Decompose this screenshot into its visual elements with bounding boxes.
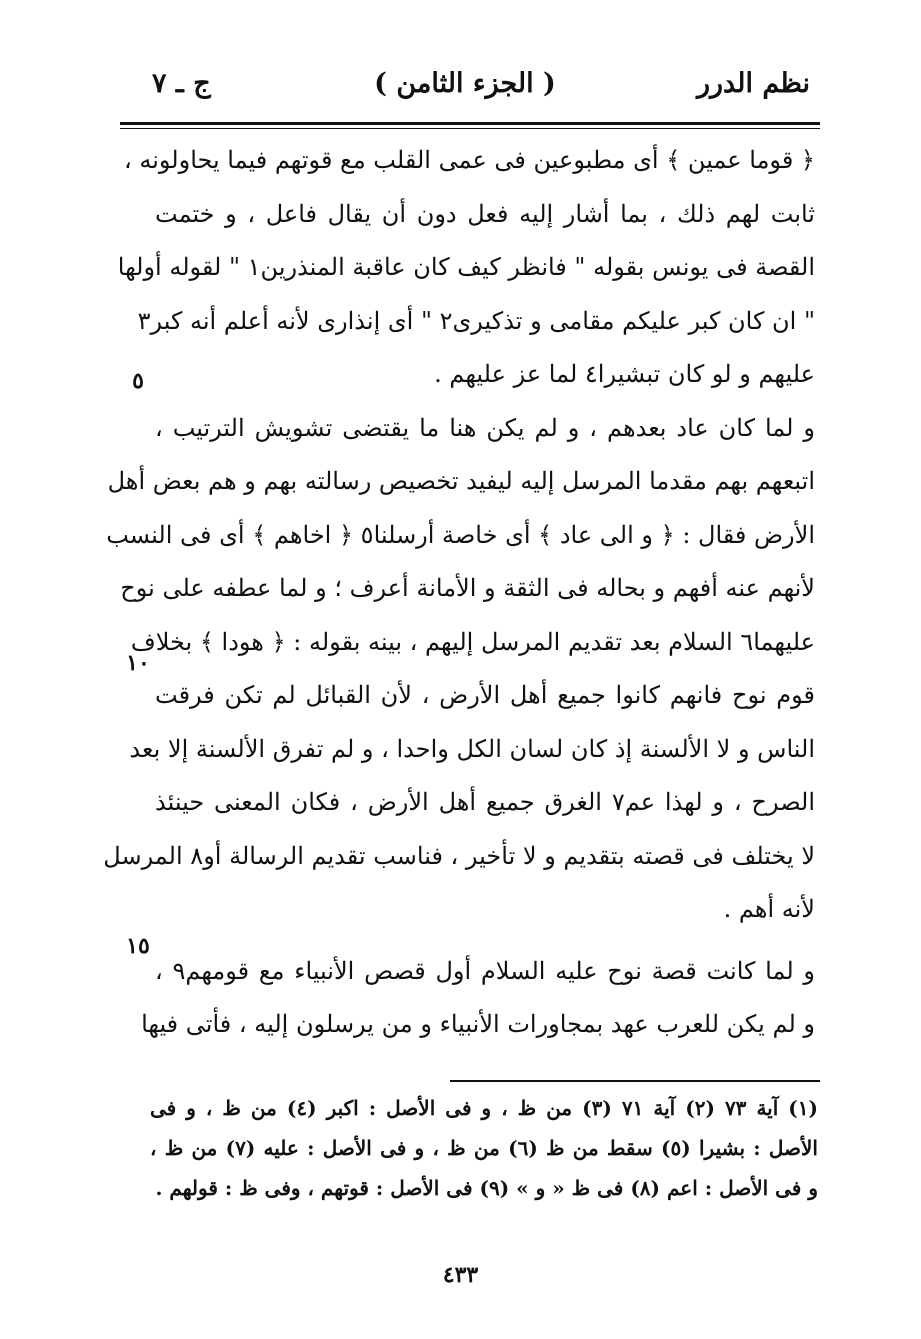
footnotes bbox=[150, 1088, 818, 1208]
volume-label: ج ـ ٧ bbox=[152, 68, 211, 99]
footnote-line: و فى الأصل : اعم (٨) فى ظ « و » (٩) فى الأصل : قوتهم ، وفى ظ : قولهم . bbox=[155, 1176, 818, 1200]
footnote-line: الأصل : بشيرا (٥) سقط من ظ (٦) من ظ ، و فى الأصل : عليه (٧) من ظ ، bbox=[150, 1136, 818, 1160]
text-line: ثابت لهم ذلك ، بما أشار إليه فعل دون أن يقال فاعل ، و ختمت bbox=[155, 199, 815, 228]
text-line: و لما كانت قصة نوح عليه السلام أول قصص الأنبياء مع قومهم٩ ، bbox=[155, 956, 815, 985]
header-rule-thin bbox=[120, 128, 820, 129]
footnote-line: (١) آية ٧٣ (٢) آية ٧١ (٣) من ظ ، و فى الأصل : اكبر (٤) من ظ ، و فى bbox=[150, 1096, 818, 1120]
text-line: الناس و لا الألسنة إذ كان لسان الكل واحدا ، و لم تفرق الألسنة إلا بعد bbox=[129, 734, 815, 763]
header-rule-thick bbox=[120, 122, 820, 125]
text-line: لأنهم عنه أفهم و بحاله فى الثقة و الأمانة أعرف ؛ و لما عطفه على نوح bbox=[120, 574, 815, 602]
text-line: " ان كان كبر عليكم مقامى و تذكيرى٢ " أى إنذارى لأنه أعلم أنه كبر٣ bbox=[137, 306, 815, 335]
text-line: قوم نوح فانهم كانوا جميع أهل الأرض ، لأن القبائل لم تكن فرقت bbox=[155, 681, 815, 709]
text-line: لأنه أهم . bbox=[723, 895, 815, 923]
line-number-15: ١٥ bbox=[126, 933, 150, 959]
text-line: ﴿ قوما عمين ﴾ أى مطبوعين فى عمى القلب مع قوتهم فيما يحاولونه ، bbox=[123, 146, 815, 174]
footnote-rule bbox=[450, 1080, 820, 1082]
text-line: القصة فى يونس بقوله " فانظر كيف كان عاقبة المنذرين١ " لقوله أولها bbox=[117, 253, 815, 281]
text-line: لا يختلف فى قصته بتقديم و لا تأخير ، فناسب تقديم الرسالة أو٨ المرسل bbox=[103, 841, 815, 870]
text-line: عليهما٦ السلام بعد تقديم المرسل إليهم ، بينه بقوله : ﴿ هودا ﴾ بخلاف bbox=[130, 627, 815, 656]
text-line: و لم يكن للعرب عهد بمجاورات الأنبياء و من يرسلون إليه ، فأتى فيها bbox=[141, 1010, 815, 1038]
part-title: ( الجزء الثامن ) bbox=[374, 68, 556, 99]
text-line: اتبعهم بهم مقدما المرسل إليه ليفيد تخصيص رسالته بهم و هم بعض أهل bbox=[107, 467, 815, 495]
text-line: و لما كان عاد بعدهم ، و لم يكن هنا ما يقتضى تشويش الترتيب ، bbox=[155, 413, 815, 442]
book-title: نظم الدرر bbox=[696, 68, 810, 99]
line-number-10: ١٠ bbox=[126, 650, 150, 676]
page-number: ٤٣٣ bbox=[442, 1262, 479, 1288]
text-line: عليهم و لو كان تبشيرا٤ لما عز عليهم . bbox=[434, 360, 815, 388]
text-line: الأرض فقال : ﴿ و الى عاد ﴾ أى خاصة أرسلنا٥ ﴿ اخاهم ﴾ أى فى النسب bbox=[106, 520, 815, 549]
running-header bbox=[120, 60, 810, 110]
text-line: الصرح ، و لهذا عم٧ الغرق جميع أهل الأرض ، فكان المعنى حينئذ bbox=[155, 788, 815, 816]
line-number-5: ٥ bbox=[132, 368, 144, 394]
